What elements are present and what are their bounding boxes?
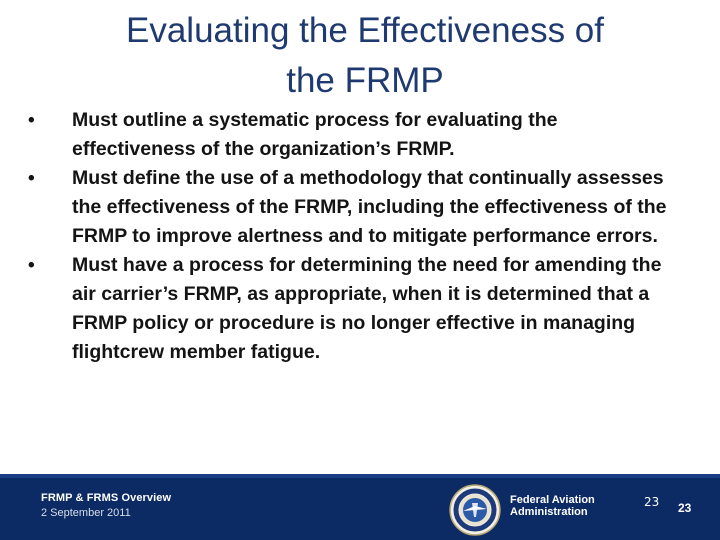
bullet-list [26, 106, 676, 367]
agency-name-line-2: Administration [510, 506, 588, 518]
footer-date: 2 September 2011 [41, 507, 131, 519]
footer-presentation-title: FRMP & FRMS Overview [41, 492, 172, 504]
bullet-marker: • [28, 255, 35, 276]
slide-title-line-2: the FRMP [286, 61, 444, 100]
agency-name [510, 494, 595, 518]
footer-bar [0, 474, 720, 540]
agency-name-line-1: Federal Aviation [510, 494, 595, 506]
page-number-primary: 23 [644, 495, 660, 509]
bullet-text: Must have a process for determining the need for amending the air carrier’s FRMP, as appropriate, when it is determined that a FRMP policy or procedure is no longer effective in managing flightcrew member fatigue. [72, 254, 662, 363]
faa-seal-icon [449, 484, 501, 536]
page-number-secondary: 23 [678, 501, 692, 515]
bullet-marker: • [28, 168, 35, 189]
slide-title-line-1: Evaluating the Effectiveness of [126, 11, 604, 50]
bullet-item [26, 164, 676, 251]
bullet-text: Must outline a systematic process for evaluating the effectiveness of the organization’s FRMP. [72, 109, 558, 160]
bullet-item [26, 106, 676, 164]
bullet-marker: • [28, 110, 35, 131]
slide-title [20, 6, 710, 106]
bullet-item [26, 251, 676, 367]
bullet-text: Must define the use of a methodology that continually assesses the effectiveness of the FRMP, including the effectiveness of the FRMP to improve alertness and to mitigate performance errors. [72, 167, 667, 247]
